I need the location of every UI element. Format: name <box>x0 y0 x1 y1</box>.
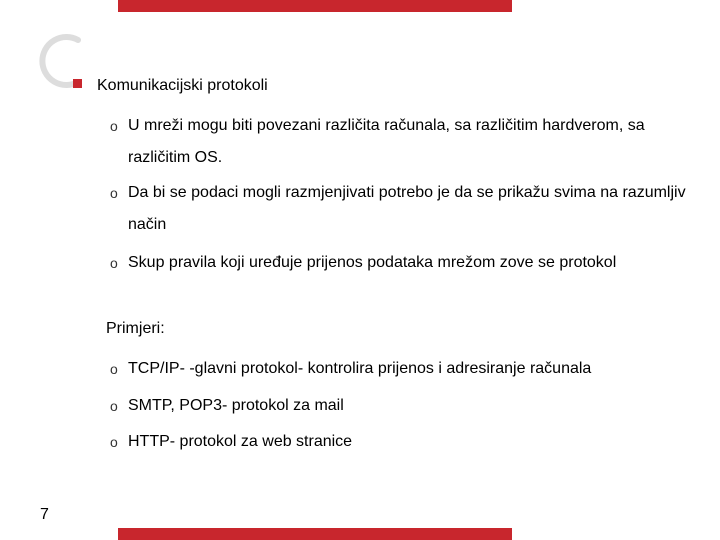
bottom-accent-bar <box>118 528 512 540</box>
bullet-item <box>110 110 690 174</box>
page-number: 7 <box>40 506 49 523</box>
bullet-text: U mreži mogu biti povezani različita računala, sa različitim hardverom, sa različitim OS. <box>128 117 645 166</box>
circle-bullet-icon: o <box>110 255 118 271</box>
circle-bullet-icon: o <box>110 361 118 377</box>
examples-heading: Primjeri: <box>106 320 165 337</box>
top-accent-bar <box>118 0 512 12</box>
square-bullet-icon <box>73 79 82 88</box>
bullet-item <box>110 247 690 279</box>
bullet-text: Skup pravila koji uređuje prijenos podataka mrežom zove se protokol <box>128 254 617 271</box>
circle-bullet-icon: o <box>110 398 118 414</box>
example-item <box>110 426 690 458</box>
slide-title: Komunikacijski protokoli <box>97 77 268 94</box>
example-item <box>110 353 690 385</box>
circle-bullet-icon: o <box>110 434 118 450</box>
bullet-text: Da bi se podaci mogli razmjenjivati potrebo je da se prikažu svima na razumljiv način <box>128 184 686 233</box>
slide-title-row <box>73 76 268 96</box>
example-text: SMTP, POP3- protokol za mail <box>128 397 344 414</box>
example-text: HTTP- protokol za web stranice <box>128 433 353 450</box>
circle-bullet-icon: o <box>110 185 118 201</box>
example-item <box>110 390 690 422</box>
circle-bullet-icon: o <box>110 118 118 134</box>
example-text: TCP/IP- -glavni protokol- kontrolira prijenos i adresiranje računala <box>128 360 592 377</box>
bullet-item <box>110 177 690 241</box>
